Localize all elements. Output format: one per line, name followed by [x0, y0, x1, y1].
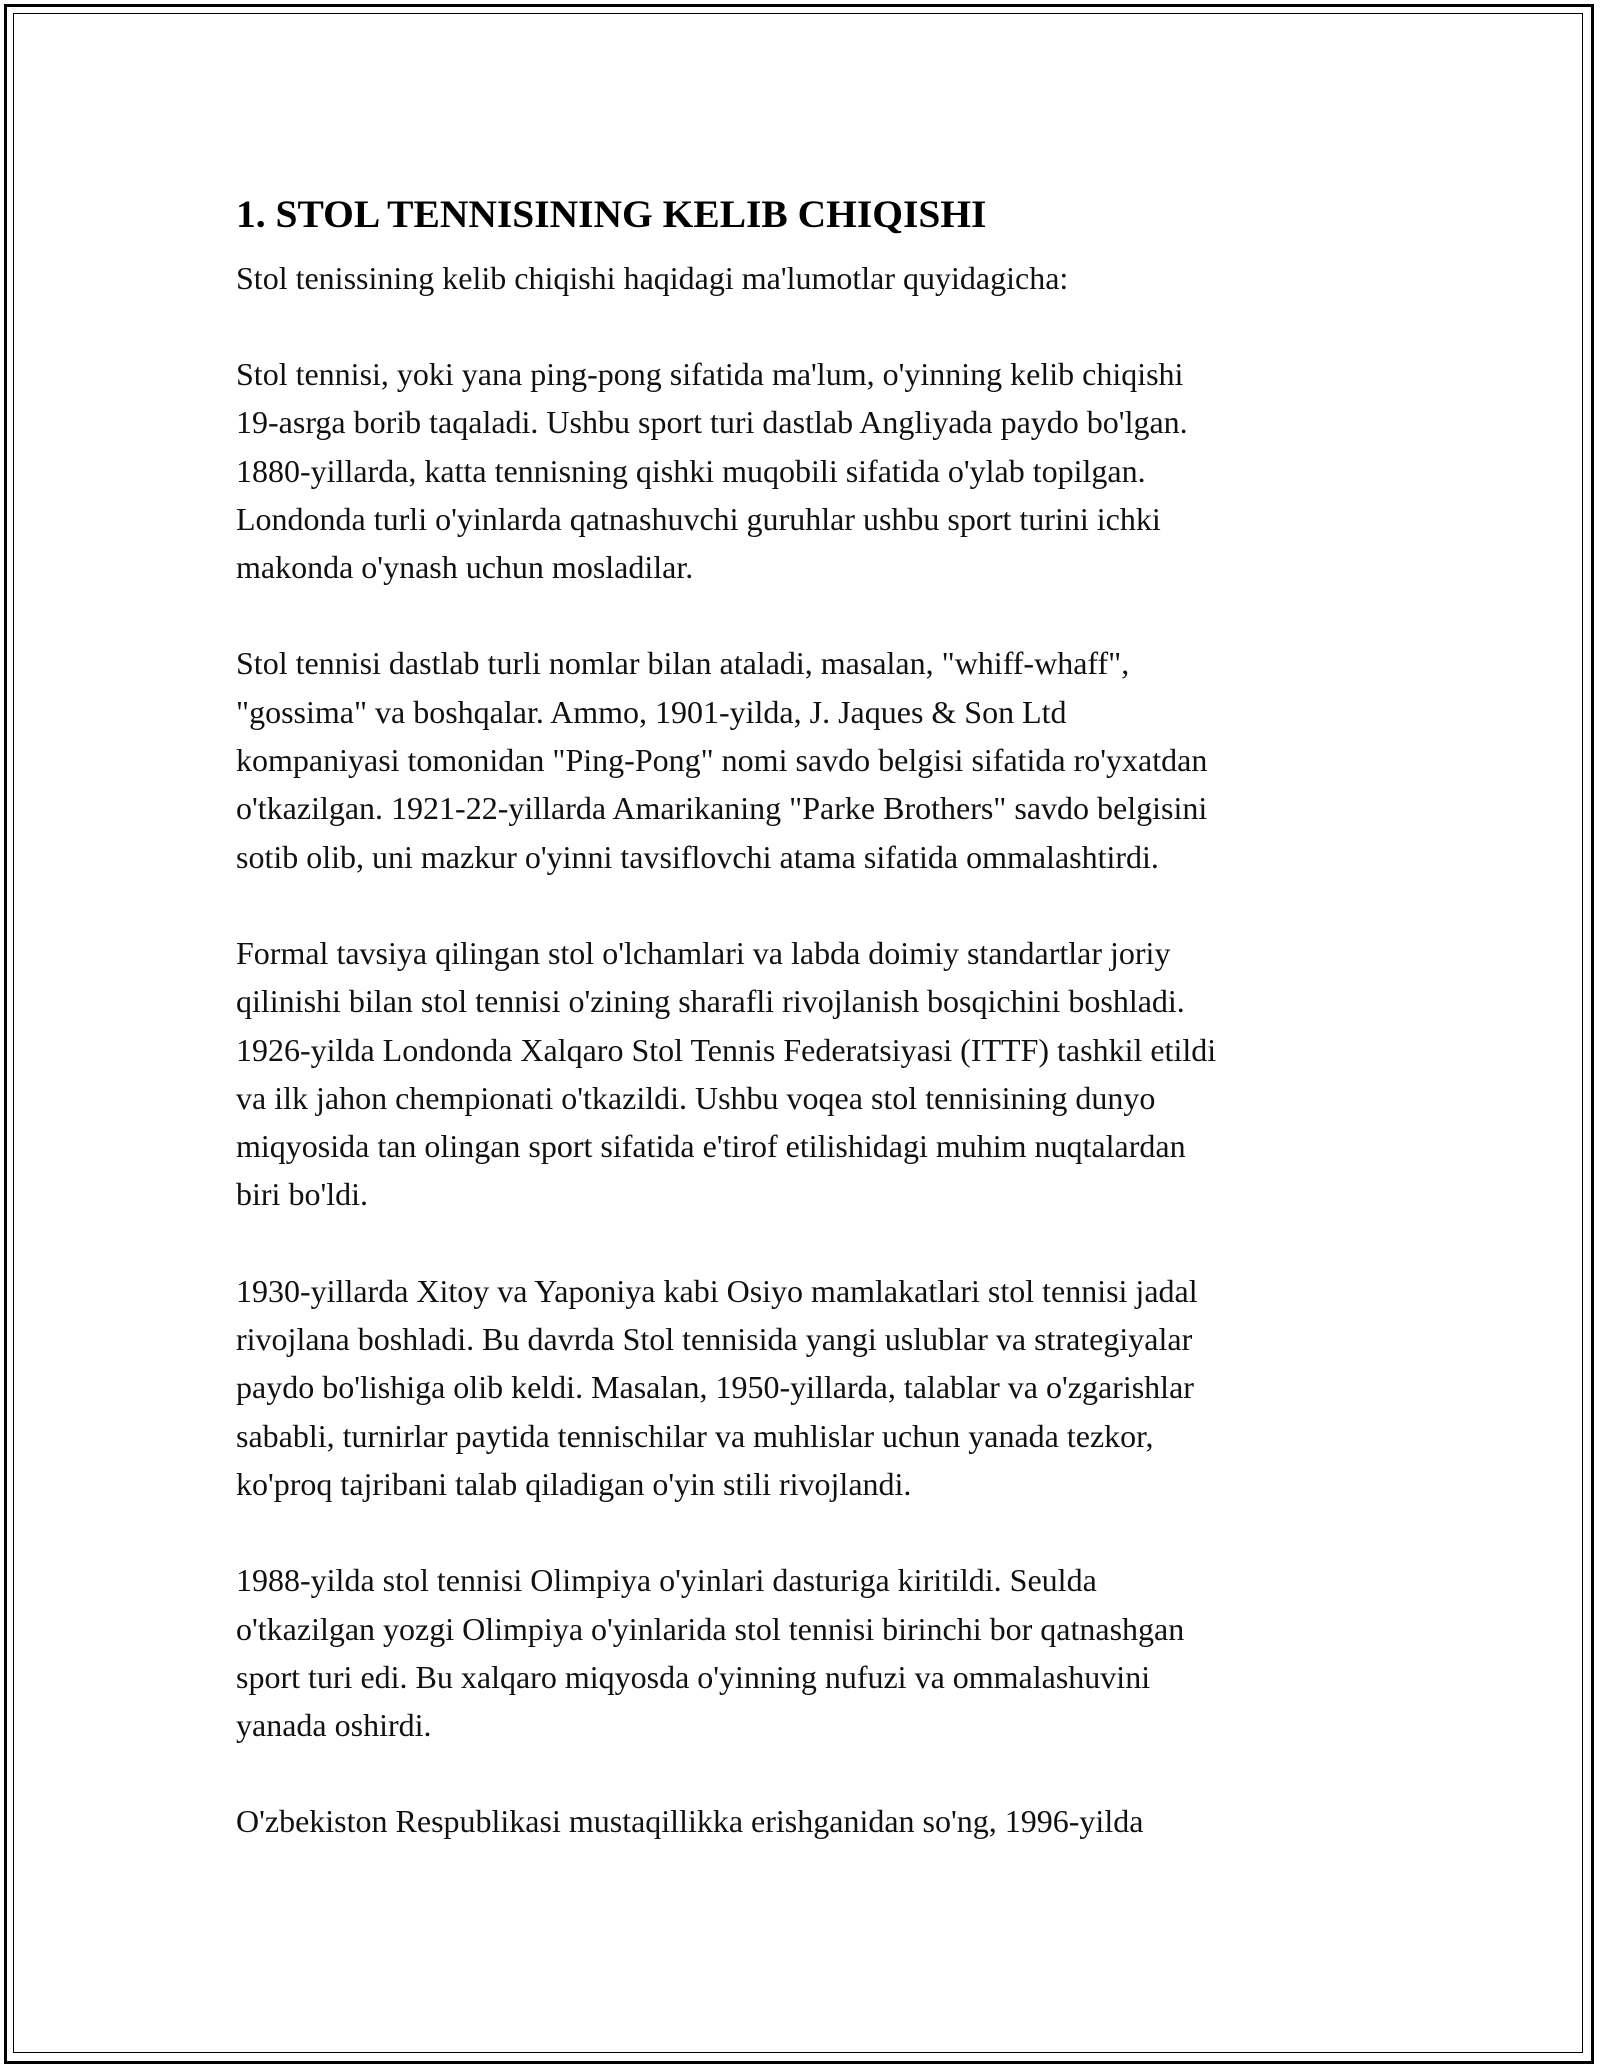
section-heading: 1. STOL TENNISINING KELIB CHIQISHI [236, 192, 987, 236]
paragraph-origin: Stol tennisi, yoki yana ping-pong sifatida ma'lum, o'yinning kelib chiqishi 19-asrga borib taqaladi. Ushbu sport turi dastlab Angliyada paydo bo'lgan. 1880-yillarda, katta tennisning qishki muqobili sifatida o'ylab topilgan. Londonda turli o'yinlarda qatnashuvchi guruhlar ushbu sport turini ichki makonda o'ynash uchun mosladilar. [236, 356, 1188, 586]
paragraph-asia: 1930-yillarda Xitoy va Yaponiya kabi Osiyo mamlakatlari stol tennisi jadal rivojlana boshladi. Bu davrda Stol tennisida yangi uslublar va strategiyalar paydo bo'lishiga olib keldi. Masalan, 1950-yillarda, talablar va o'zgarishlar sababli, turnirlar paytida tennischilar va muhlislar uchun yanada tezkor, ko'proq tajribani talab qiladigan o'yin stili rivojlandi. [236, 1272, 1198, 1502]
paragraph-names: Stol tennisi dastlab turli nomlar bilan ataladi, masalan, "whiff-whaff", "gossima" va boshqalar. Ammo, 1901-yilda, J. Jaques & Son Ltd kompaniyasi tomonidan "Ping-Pong" nomi savdo belgisi sifatida ro'yxatdan o'tkazilgan. 1921-22-yillarda Amarikaning "Parke Brothers" savdo belgisini sotib olib, uni mazkur o'yinni tavsiflovchi atama sifatida ommalashtirdi. [236, 645, 1208, 875]
paragraph-olympics: 1988-yilda stol tennisi Olimpiya o'yinlari dasturiga kiritildi. Seulda o'tkazilgan yozgi Olimpiya o'yinlarida stol tennisi birinchi bor qatnashgan sport turi edi. Bu xalqaro miqyosda o'yinning nufuzi va ommalashuvini yanada oshirdi. [236, 1562, 1185, 1744]
paragraph-ittf: Formal tavsiya qilingan stol o'lchamlari va labda doimiy standartlar joriy qilinishi bilan stol tennisi o'zining sharafli rivojlanish bosqichini boshladi. 1926-yilda Londonda Xalqaro Stol Tennis Federatsiyasi (ITTF) tashkil etildi va ilk jahon chempionati o'tkazildi. Ushbu voqea stol tennisining dunyo miqyosida tan olingan sport sifatida e'tirof etilishidagi muhim nuqtalardan biri bo'ldi. [236, 934, 1217, 1213]
paragraph-uzbekistan: O'zbekiston Respublikasi mustaqillikka erishganidan so'ng, 1996-yilda [236, 1803, 1144, 1840]
intro-line: Stol tenissining kelib chiqishi haqidagi ma'lumotlar quyidagicha: [236, 260, 1069, 296]
document-page [236, 182, 1366, 1846]
